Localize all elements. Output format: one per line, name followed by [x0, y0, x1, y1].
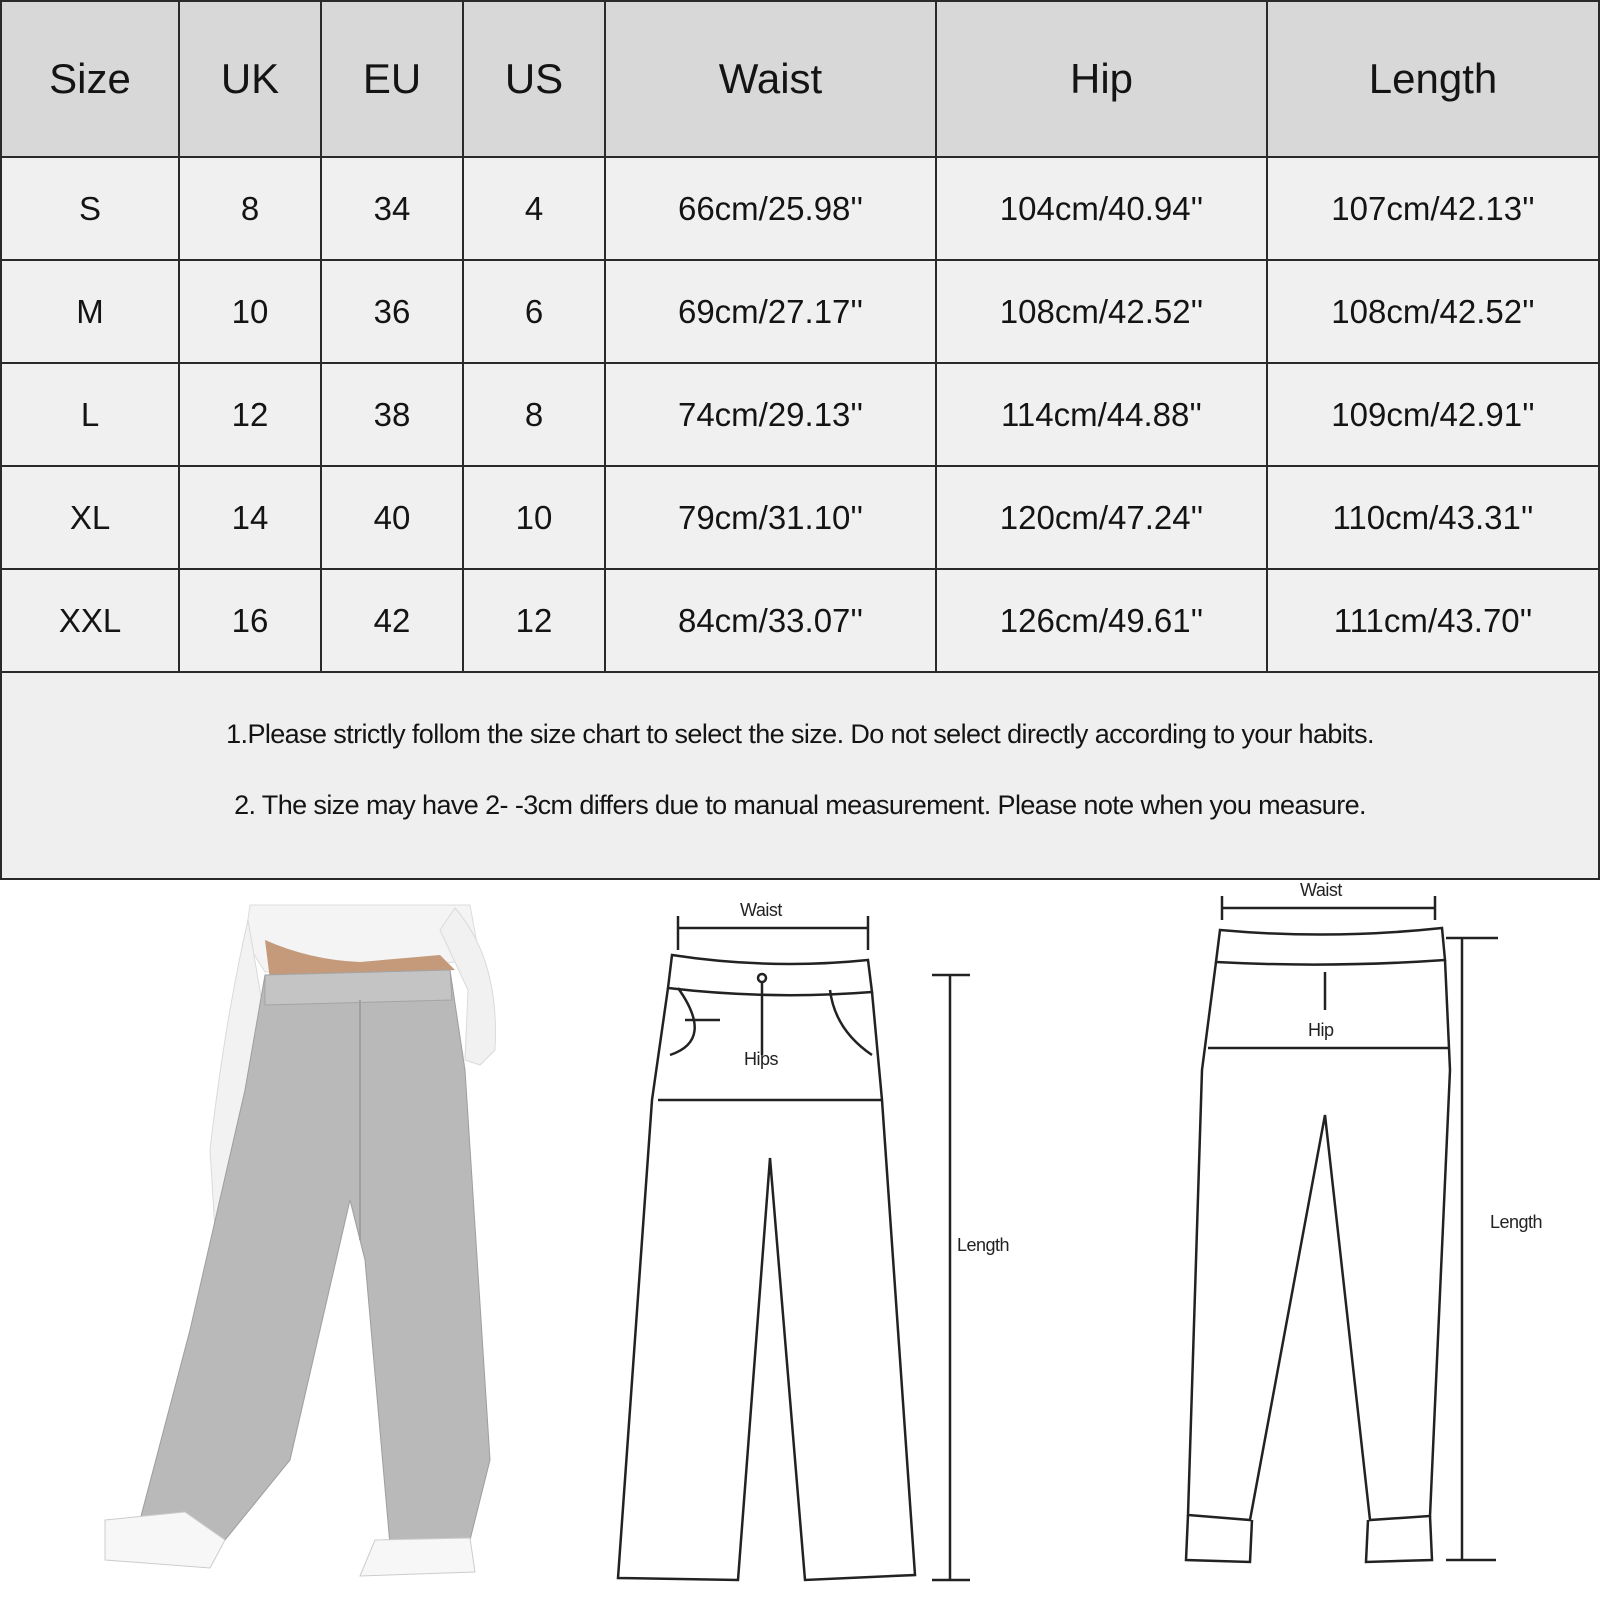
cell-size: XXL — [2, 569, 179, 672]
cell-eu: 36 — [321, 260, 463, 363]
cell-eu: 40 — [321, 466, 463, 569]
cell-eu: 38 — [321, 363, 463, 466]
cell-size: S — [2, 157, 179, 260]
cell-size: XL — [2, 466, 179, 569]
cell-uk: 8 — [179, 157, 321, 260]
cell-hip: 120cm/47.24'' — [936, 466, 1267, 569]
cell-length: 110cm/43.31'' — [1267, 466, 1598, 569]
cell-waist: 84cm/33.07'' — [605, 569, 936, 672]
pants-diagram-jogger — [1170, 880, 1570, 1600]
diagram-a-hips-label: Hips — [744, 1049, 779, 1069]
col-header-length: Length — [1267, 2, 1598, 157]
model-pants — [140, 970, 490, 1545]
cell-uk: 10 — [179, 260, 321, 363]
cell-length: 107cm/42.13'' — [1267, 157, 1598, 260]
cell-waist: 74cm/29.13'' — [605, 363, 936, 466]
cell-us: 12 — [463, 569, 605, 672]
diagram-a-length-label: Length — [957, 1235, 1010, 1255]
col-header-waist: Waist — [605, 2, 936, 157]
shoe-right — [360, 1538, 475, 1576]
note-2: 2. The size may have 2- -3cm differs due to manual measurement. Please note when you measure. — [234, 790, 1366, 820]
diagram-b-waist-label: Waist — [1300, 880, 1342, 900]
cell-waist: 66cm/25.98'' — [605, 157, 936, 260]
pants-waistband — [265, 970, 452, 1005]
cell-eu: 34 — [321, 157, 463, 260]
cell-hip: 104cm/40.94'' — [936, 157, 1267, 260]
col-header-us: US — [463, 2, 605, 157]
cell-us: 8 — [463, 363, 605, 466]
col-header-size: Size — [2, 2, 179, 157]
cell-hip: 126cm/49.61'' — [936, 569, 1267, 672]
size-table — [2, 2, 1598, 673]
cell-hip: 108cm/42.52'' — [936, 260, 1267, 363]
cell-us: 10 — [463, 466, 605, 569]
table-row — [2, 260, 1598, 363]
cell-length: 109cm/42.91'' — [1267, 363, 1598, 466]
cell-size: M — [2, 260, 179, 363]
model-photo — [60, 900, 530, 1600]
cell-length: 108cm/42.52'' — [1267, 260, 1598, 363]
size-notes — [2, 673, 1598, 821]
cell-waist: 79cm/31.10'' — [605, 466, 936, 569]
cell-us: 6 — [463, 260, 605, 363]
table-row — [2, 569, 1598, 672]
cell-waist: 69cm/27.17'' — [605, 260, 936, 363]
cell-hip: 114cm/44.88'' — [936, 363, 1267, 466]
col-header-eu: EU — [321, 2, 463, 157]
cell-size: L — [2, 363, 179, 466]
diagram-a-waist-label: Waist — [740, 900, 782, 920]
col-header-uk: UK — [179, 2, 321, 157]
col-header-hip: Hip — [936, 2, 1267, 157]
table-row — [2, 363, 1598, 466]
cell-length: 111cm/43.70'' — [1267, 569, 1598, 672]
header-row — [2, 2, 1598, 157]
diagram-b-length-label: Length — [1490, 1212, 1543, 1232]
table-row — [2, 157, 1598, 260]
cell-uk: 12 — [179, 363, 321, 466]
pants-diagram-wide-leg — [600, 880, 1020, 1600]
cell-eu: 42 — [321, 569, 463, 672]
note-1: 1.Please strictly follom the size chart to select the size. Do not select directly according to your habits. — [226, 719, 1374, 749]
diagram-b-hip-label: Hip — [1308, 1020, 1334, 1040]
table-row — [2, 466, 1598, 569]
cell-uk: 14 — [179, 466, 321, 569]
cell-us: 4 — [463, 157, 605, 260]
cell-uk: 16 — [179, 569, 321, 672]
